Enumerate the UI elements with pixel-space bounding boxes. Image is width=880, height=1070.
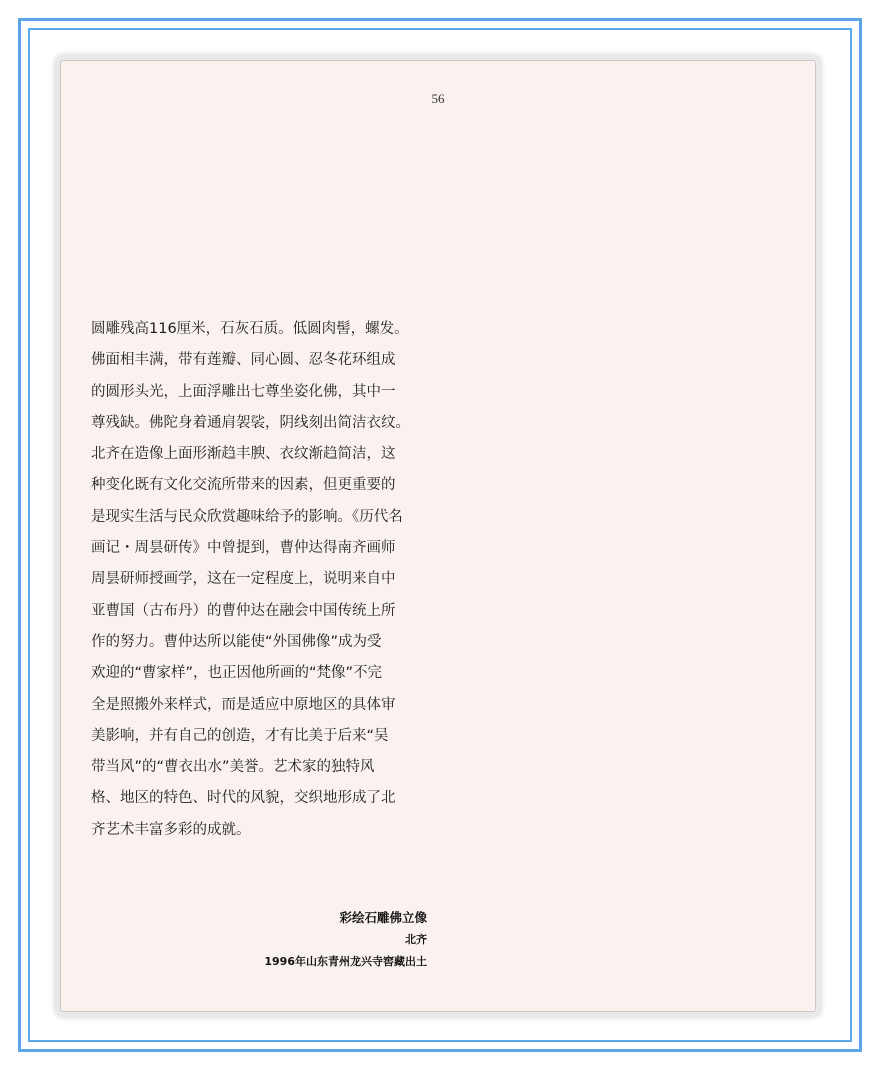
- body-line: 画记・周昙研传》中曾提到，曹仲达得南齐画师: [91, 540, 396, 557]
- book-page: [60, 60, 816, 1012]
- figure-caption: [264, 907, 427, 973]
- caption-title: 彩绘石雕佛立像: [339, 910, 427, 925]
- body-line: 美影响，并有自己的创造，才有比美于后来“吴: [91, 727, 389, 744]
- outer-frame: [18, 18, 862, 1052]
- body-line: 尊残缺。佛陀身着通肩袈裟，阴线刻出简洁衣纹。: [91, 414, 410, 431]
- body-line: 格、地区的特色、时代的风貌，交织地形成了北: [91, 790, 396, 807]
- body-line: 的圆形头光，上面浮雕出七尊坐姿化佛，其中一: [91, 383, 396, 400]
- body-line: 佛面相丰满，带有莲瓣、同心圆、忍冬花环组成: [91, 352, 396, 369]
- caption-dynasty: 北齐: [405, 933, 427, 946]
- body-line: 种变化既有文化交流所带来的因素，但更重要的: [91, 477, 396, 494]
- caption-source: 1996年山东青州龙兴寺窖藏出土: [264, 955, 427, 968]
- body-line: 全是照搬外来样式，而是适应中原地区的具体审: [91, 696, 396, 713]
- body-line: 作的努力。曹仲达所以能使“外国佛像”成为受: [91, 633, 382, 650]
- body-line: 带当风”的“曹衣出水”美誉。艺术家的独特风: [91, 759, 375, 776]
- body-line: 圆雕残高116厘米，石灰石质。低圆肉髻，螺发。: [91, 321, 409, 337]
- body-line: 是现实生活与民众欣赏趣味给予的影响。《历代名: [91, 508, 403, 525]
- body-line: 欢迎的“曹家样”，也正因他所画的“梵像”不完: [91, 665, 383, 682]
- body-line: 周昙研师授画学，这在一定程度上，说明来自中: [91, 571, 396, 588]
- body-line: 北齐在造像上面形渐趋丰腴、衣纹渐趋简洁，这: [91, 446, 396, 463]
- page-number: 56: [431, 91, 445, 106]
- inner-frame: [28, 28, 852, 1042]
- body-paragraph: [91, 314, 451, 846]
- body-line: 齐艺术丰富多彩的成就。: [91, 821, 251, 838]
- body-line: 亚曹国（古布丹）的曹仲达在融会中国传统上所: [91, 602, 396, 619]
